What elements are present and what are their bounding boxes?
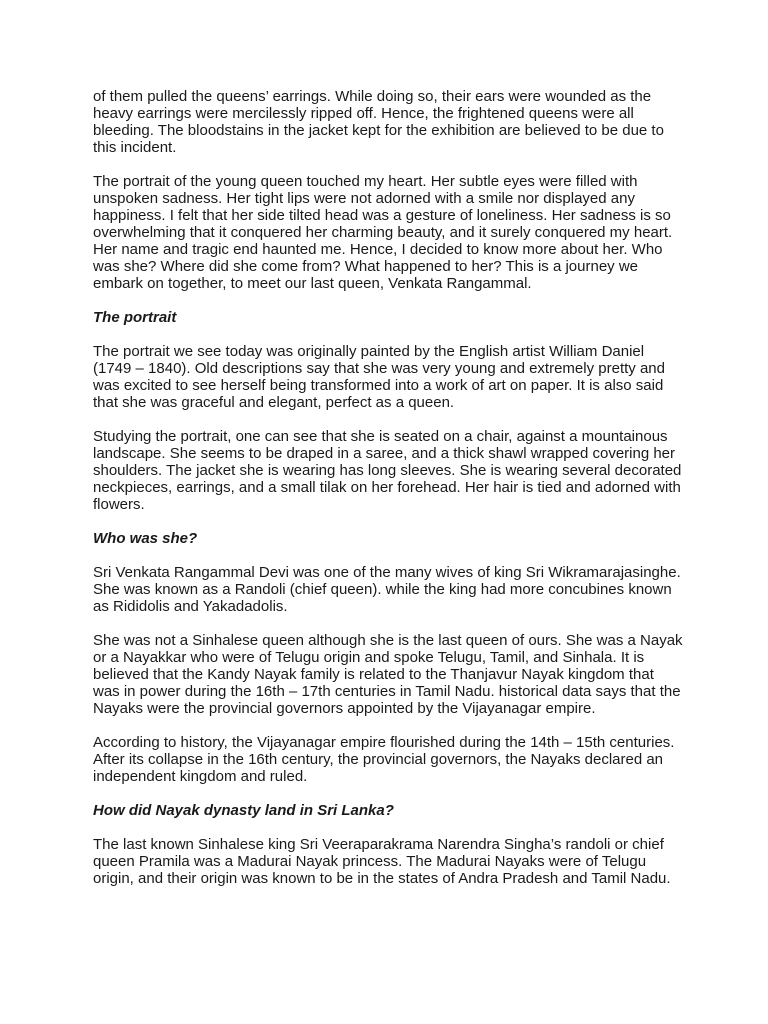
heading-who-was-she: Who was she?: [93, 530, 198, 547]
paragraph-painter: The portrait we see today was originally painted by the English artist William Daniel (1749 – 1840). Old descriptions say that she was very young and extremely pretty and was excited to see herself being transformed into a work of art on paper. It is also said that she was graceful and elegant, perfect as a queen.: [93, 343, 665, 411]
paragraph-portrait-details: Studying the portrait, one can see that she is seated on a chair, against a mountainous landscape. She seems to be draped in a saree, and a thick shawl wrapped covering her shoulders. The jacket she is wearing has long sleeves. She is wearing several decorated neckpieces, earrings, and a small tilak on her forehead. Her hair is tied and adorned with flowers.: [93, 428, 682, 513]
heading-nayak-dynasty: How did Nayak dynasty land in Sri Lanka?: [93, 802, 394, 819]
paragraph-portrait-impression: The portrait of the young queen touched my heart. Her subtle eyes were filled with unspoken sadness. Her tight lips were not adorned with a smile nor displayed any happiness. I felt that her side tilted head was a gesture of loneliness. Her sadness is so overwhelming that it conquered her charming beauty, and it surely conquered my heart. Her name and tragic end haunted me. Hence, I decided to know more about her. Who was she? Where did she come from? What happened to her? This is a journey we embark on together, to meet our last queen, Venkata Rangammal.: [93, 173, 673, 292]
paragraph-earrings: of them pulled the queens’ earrings. While doing so, their ears were wounded as the heavy earrings were mercilessly ripped off. Hence, the frightened queens were all bleeding. The bloodstains in the jacket kept for the exhibition are believed to be due to this incident.: [93, 88, 664, 156]
heading-the-portrait: The portrait: [93, 309, 177, 326]
paragraph-randoli: Sri Venkata Rangammal Devi was one of the many wives of king Sri Wikramarajasinghe. She was known as a Randoli (chief queen). while the king had more concubines known as Rididolis and Yakadadolis.: [93, 564, 681, 615]
paragraph-madurai-nayaks: The last known Sinhalese king Sri Veeraparakrama Narendra Singha’s randoli or chief queen Pramila was a Madurai Nayak princess. The Madurai Nayaks were of Telugu origin, and their origin was known to be in the states of Andra Pradesh and Tamil Nadu.: [93, 836, 671, 887]
document-page: [93, 88, 683, 904]
paragraph-nayak-origin: She was not a Sinhalese queen although she is the last queen of ours. She was a Nayak or a Nayakkar who were of Telugu origin and spoke Telugu, Tamil, and Sinhala. It is believed that the Kandy Nayak family is related to the Thanjavur Nayak kingdom that was in power during the 16th – 17th centuries in Tamil Nadu. historical data says that the Nayaks were the provincial governors appointed by the Vijayanagar empire.: [93, 632, 683, 717]
paragraph-vijayanagar: According to history, the Vijayanagar empire flourished during the 14th – 15th centuries. After its collapse in the 16th century, the provincial governors, the Nayaks declared an independent kingdom and ruled.: [93, 734, 675, 785]
